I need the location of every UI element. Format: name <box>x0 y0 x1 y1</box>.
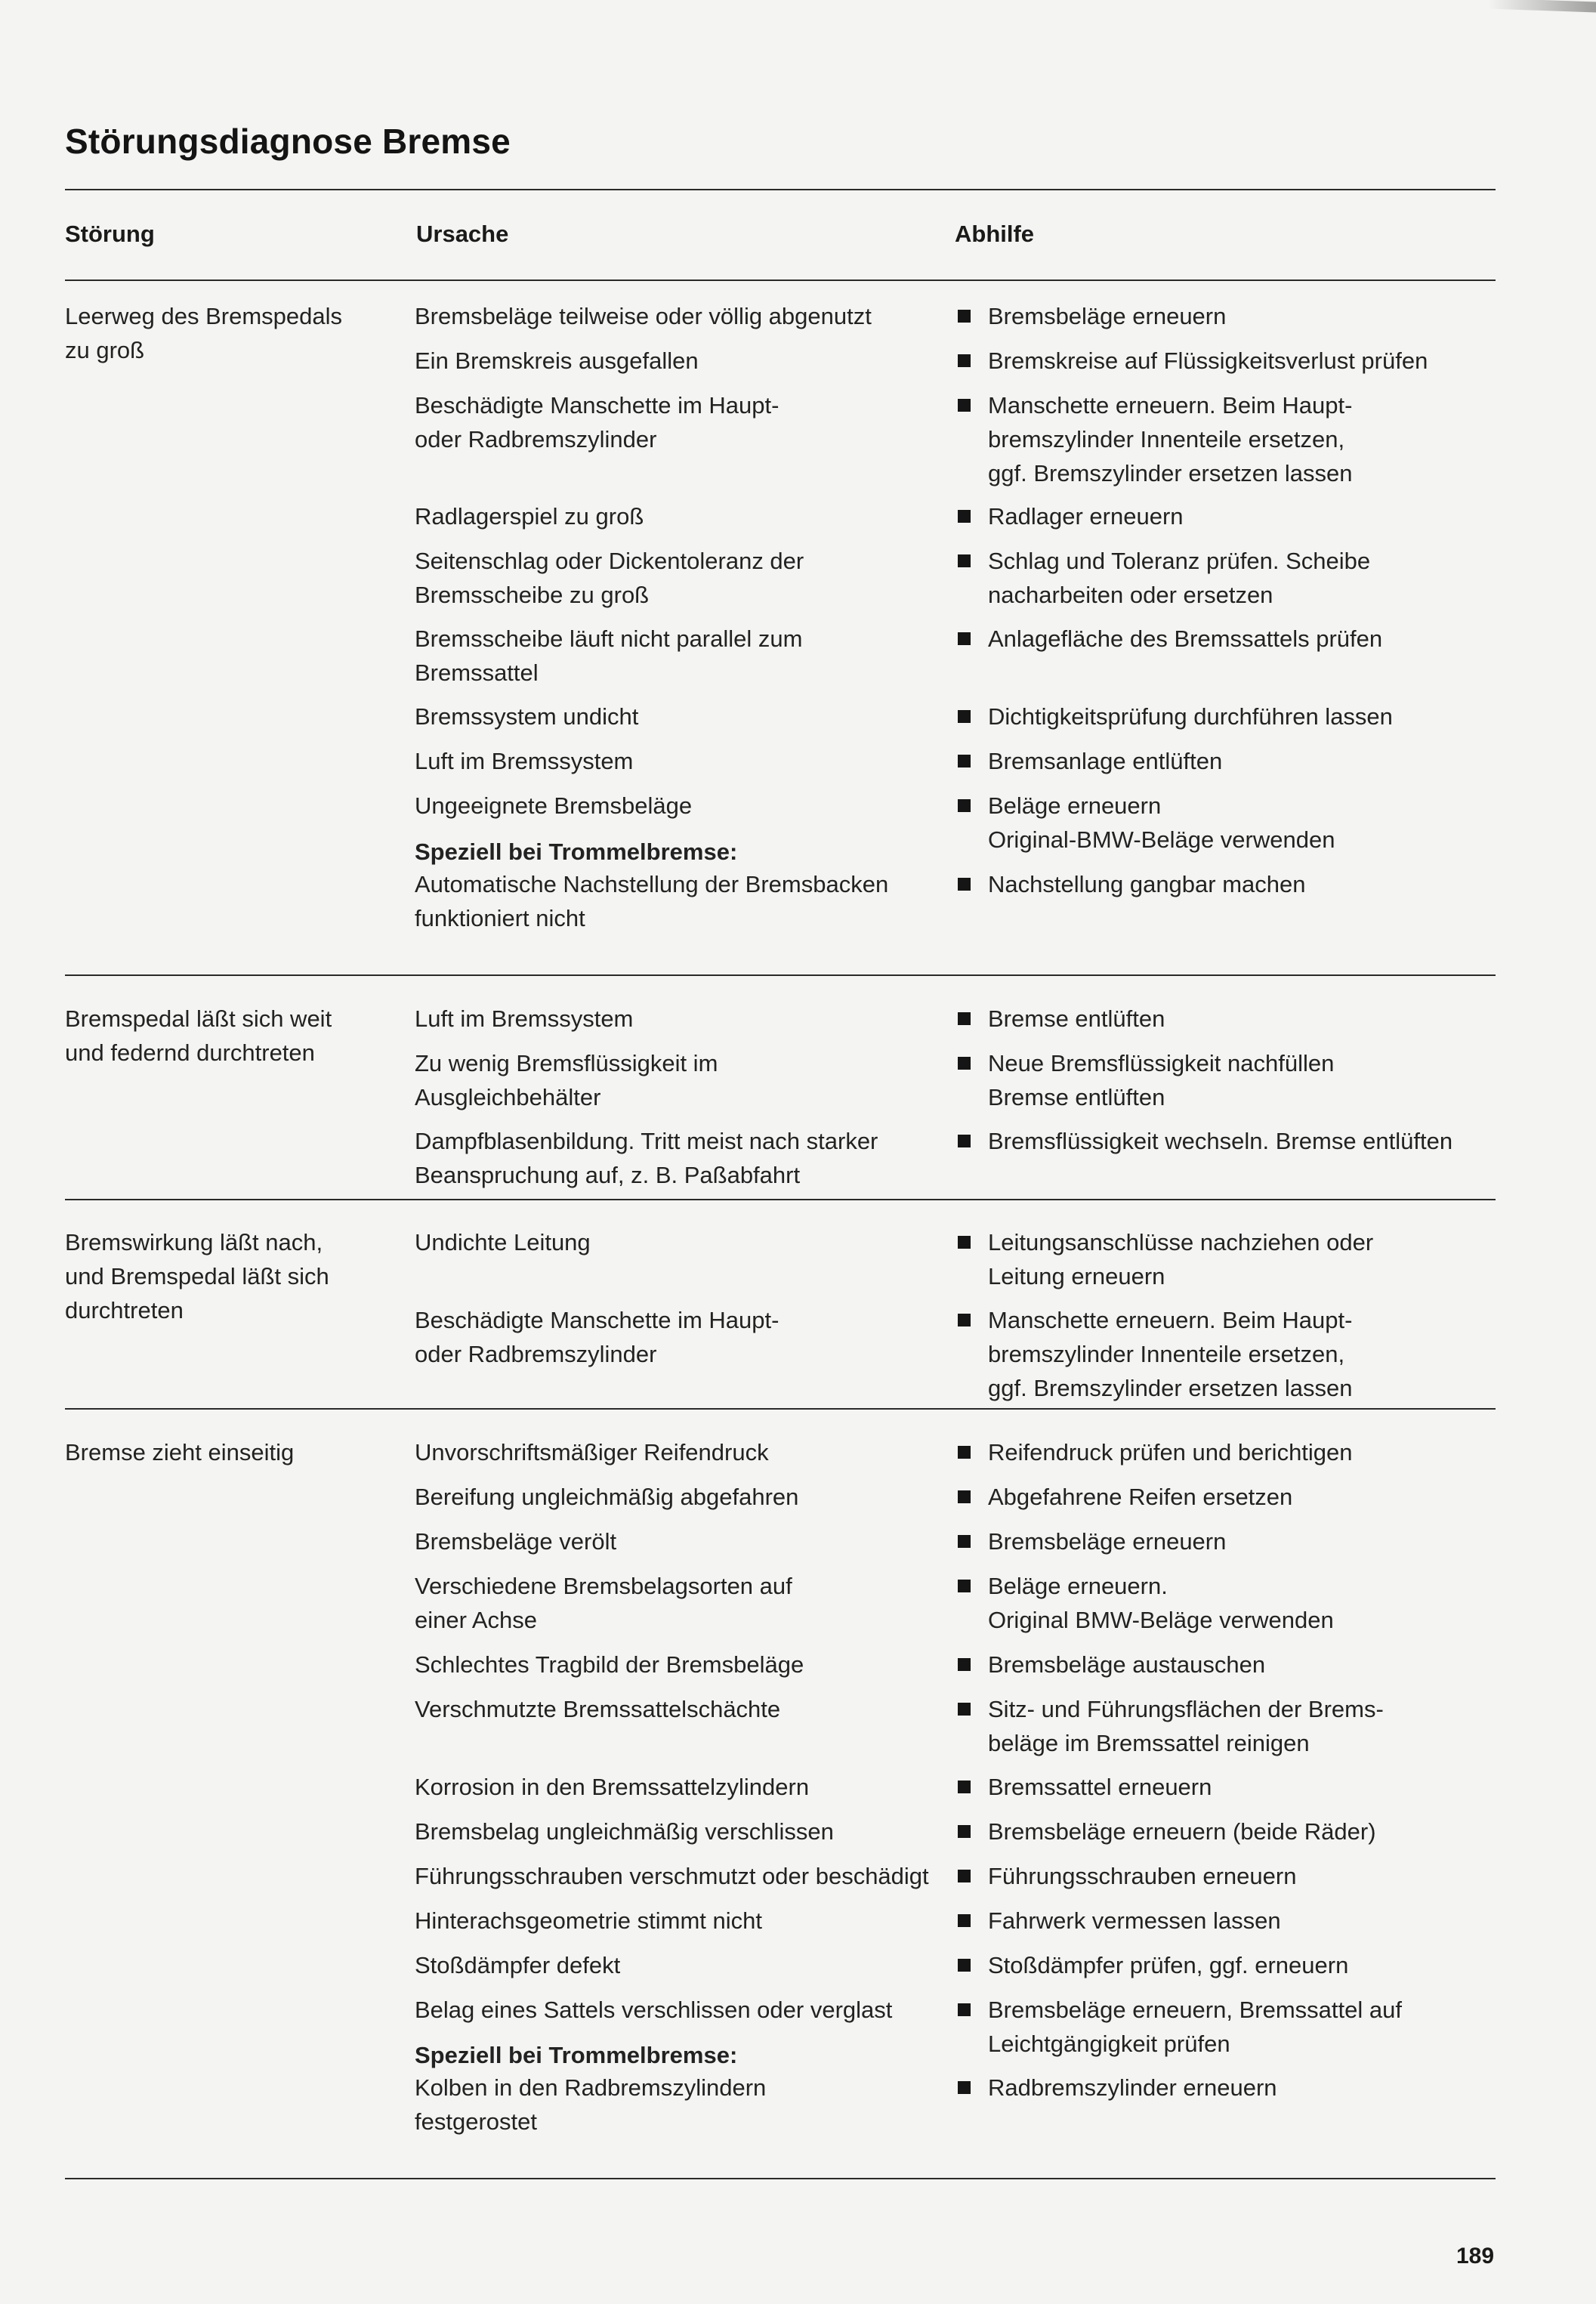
abhilfe-text: Bremskreise auf Flüssigkeitsverlust prüfen <box>988 347 1428 374</box>
bullet-icon <box>958 1314 971 1326</box>
abhilfe-text: Beläge erneuern <box>988 792 1162 819</box>
ursache-text: Radlagerspiel zu groß <box>415 503 644 530</box>
bullet-icon <box>958 1781 971 1793</box>
section-rule <box>65 1199 1496 1200</box>
section-rule <box>65 974 1496 976</box>
abhilfe-text: Nachstellung gangbar machen <box>988 871 1306 897</box>
ursache-text: oder Radbremszylinder <box>415 1341 657 1367</box>
ursache-text: Luft im Bremssystem <box>415 1005 634 1032</box>
header-stoerung: Störung <box>65 221 155 247</box>
abhilfe-text: Fahrwerk vermessen lassen <box>988 1907 1281 1934</box>
ursache-text: Dampfblasenbildung. Tritt meist nach starker <box>415 1128 878 1154</box>
abhilfe-text: beläge im Bremssattel reinigen <box>988 1730 1310 1756</box>
bullet-icon <box>958 632 971 645</box>
abhilfe-text: Anlagefläche des Bremssattels prüfen <box>988 625 1383 652</box>
ursache-text: Verschiedene Bremsbelagsorten auf <box>415 1573 792 1599</box>
abhilfe-text: Abgefahrene Reifen ersetzen <box>988 1484 1293 1510</box>
abhilfe-text: Radlager erneuern <box>988 503 1184 530</box>
ursache-text: Bremsbeläge verölt <box>415 1528 617 1555</box>
stoerung-text: und federnd durchtreten <box>65 1039 315 1066</box>
abhilfe-text: Original-BMW-Beläge verwenden <box>988 826 1335 853</box>
title-rule <box>65 189 1496 190</box>
header-abhilfe: Abhilfe <box>955 221 1035 247</box>
page-number: 189 <box>1456 2244 1495 2268</box>
stoerung-text: Leerweg des Bremspedals <box>65 303 343 329</box>
stoerung-text: Bremspedal läßt sich weit <box>65 1005 332 1032</box>
ursache-text: Bremsscheibe zu groß <box>415 582 650 608</box>
abhilfe-text: Schlag und Toleranz prüfen. Scheibe <box>988 548 1371 574</box>
bullet-icon <box>958 1012 971 1025</box>
bullet-icon <box>958 510 971 523</box>
abhilfe-text: ggf. Bremszylinder ersetzen lassen <box>988 1375 1353 1401</box>
bullet-icon <box>958 799 971 812</box>
ursache-text: Korrosion in den Bremssattelzylindern <box>415 1774 810 1800</box>
special-heading: Speziell bei Trommelbremse: <box>415 839 738 865</box>
bullet-icon <box>958 2081 971 2094</box>
header-rule <box>65 280 1496 281</box>
section-rule <box>65 2178 1496 2179</box>
ursache-text: Seitenschlag oder Dickentoleranz der <box>415 548 804 574</box>
bullet-icon <box>958 310 971 323</box>
bullet-icon <box>958 1825 971 1838</box>
ursache-text: Automatische Nachstellung der Bremsbacken <box>415 871 889 897</box>
bullet-icon <box>958 1959 971 1972</box>
ursache-text: festgerostet <box>415 2108 537 2135</box>
abhilfe-text: Manschette erneuern. Beim Haupt- <box>988 1307 1353 1333</box>
abhilfe-text: bremszylinder Innenteile ersetzen, <box>988 426 1345 452</box>
bullet-icon <box>958 755 971 767</box>
bullet-icon <box>958 1236 971 1249</box>
bullet-icon <box>958 1135 971 1147</box>
bullet-icon <box>958 399 971 412</box>
stoerung-text: zu groß <box>65 337 145 363</box>
stoerung-text: und Bremspedal läßt sich <box>65 1263 329 1289</box>
abhilfe-text: bremszylinder Innenteile ersetzen, <box>988 1341 1345 1367</box>
abhilfe-text: Bremsbeläge erneuern (beide Räder) <box>988 1818 1376 1845</box>
ursache-text: Bremssystem undicht <box>415 703 639 730</box>
ursache-text: Undichte Leitung <box>415 1229 591 1255</box>
ursache-text: oder Radbremszylinder <box>415 426 657 452</box>
abhilfe-text: Leitungsanschlüsse nachziehen oder <box>988 1229 1374 1255</box>
bullet-icon <box>958 1703 971 1716</box>
special-heading: Speziell bei Trommelbremse: <box>415 2042 738 2068</box>
stoerung-text: Bremse zieht einseitig <box>65 1439 295 1465</box>
abhilfe-text: Manschette erneuern. Beim Haupt- <box>988 392 1353 418</box>
abhilfe-text: Bremsbeläge erneuern <box>988 1528 1227 1555</box>
ursache-text: Beschädigte Manschette im Haupt- <box>415 1307 779 1333</box>
ursache-text: Bremssattel <box>415 659 539 686</box>
bullet-icon <box>958 1580 971 1592</box>
ursache-text: Luft im Bremssystem <box>415 748 634 774</box>
abhilfe-text: Reifendruck prüfen und berichtigen <box>988 1439 1353 1465</box>
bullet-icon <box>958 1490 971 1503</box>
ursache-text: Zu wenig Bremsflüssigkeit im <box>415 1050 718 1076</box>
abhilfe-text: Bremsbeläge austauschen <box>988 1651 1266 1678</box>
abhilfe-text: ggf. Bremszylinder ersetzen lassen <box>988 460 1353 486</box>
ursache-text: Schlechtes Tragbild der Bremsbeläge <box>415 1651 804 1678</box>
ursache-text: Beschädigte Manschette im Haupt- <box>415 392 779 418</box>
abhilfe-text: Bremse entlüften <box>988 1084 1165 1110</box>
section-rule <box>65 1408 1496 1410</box>
ursache-text: Bereifung ungleichmäßig abgefahren <box>415 1484 799 1510</box>
bullet-icon <box>958 710 971 723</box>
bullet-icon <box>958 1446 971 1459</box>
bullet-icon <box>958 1914 971 1927</box>
abhilfe-text: Bremssattel erneuern <box>988 1774 1212 1800</box>
ursache-text: Belag eines Sattels verschlissen oder verglast <box>415 1997 893 2023</box>
abhilfe-text: Bremse entlüften <box>988 1005 1165 1032</box>
abhilfe-text: Leitung erneuern <box>988 1263 1165 1289</box>
bullet-icon <box>958 1870 971 1882</box>
ursache-text: Ungeeignete Bremsbeläge <box>415 792 693 819</box>
ursache-text: einer Achse <box>415 1607 537 1633</box>
abhilfe-text: Sitz- und Führungsflächen der Brems- <box>988 1696 1384 1722</box>
ursache-text: Ein Bremskreis ausgefallen <box>415 347 699 374</box>
abhilfe-text: Stoßdämpfer prüfen, ggf. erneuern <box>988 1952 1349 1978</box>
abhilfe-text: Bremsbeläge erneuern <box>988 303 1227 329</box>
ursache-text: Verschmutzte Bremssattelschächte <box>415 1696 781 1722</box>
ursache-text: Bremsscheibe läuft nicht parallel zum <box>415 625 803 652</box>
stoerung-text: Bremswirkung läßt nach, <box>65 1229 323 1255</box>
abhilfe-text: Beläge erneuern. <box>988 1573 1168 1599</box>
ursache-text: Hinterachsgeometrie stimmt nicht <box>415 1907 762 1934</box>
bullet-icon <box>958 1658 971 1671</box>
abhilfe-text: Neue Bremsflüssigkeit nachfüllen <box>988 1050 1335 1076</box>
bullet-icon <box>958 878 971 891</box>
header-ursache: Ursache <box>416 221 509 247</box>
abhilfe-text: Bremsbeläge erneuern, Bremssattel auf <box>988 1997 1402 2023</box>
bullet-icon <box>958 554 971 567</box>
ursache-text: Stoßdämpfer defekt <box>415 1952 621 1978</box>
abhilfe-text: nacharbeiten oder ersetzen <box>988 582 1273 608</box>
page-corner-fold <box>1488 0 1596 12</box>
abhilfe-text: Leichtgängigkeit prüfen <box>988 2031 1230 2057</box>
page-title: Störungsdiagnose Bremse <box>65 122 511 161</box>
abhilfe-text: Bremsflüssigkeit wechseln. Bremse entlüften <box>988 1128 1453 1154</box>
abhilfe-text: Bremsanlage entlüften <box>988 748 1223 774</box>
ursache-text: Unvorschriftsmäßiger Reifendruck <box>415 1439 769 1465</box>
abhilfe-text: Radbremszylinder erneuern <box>988 2074 1277 2101</box>
ursache-text: funktioniert nicht <box>415 905 585 931</box>
ursache-text: Führungsschrauben verschmutzt oder beschädigt <box>415 1863 929 1889</box>
ursache-text: Bremsbeläge teilweise oder völlig abgenutzt <box>415 303 872 329</box>
bullet-icon <box>958 1535 971 1548</box>
bullet-icon <box>958 1057 971 1070</box>
abhilfe-text: Original BMW-Beläge verwenden <box>988 1607 1334 1633</box>
ursache-text: Beanspruchung auf, z. B. Paßabfahrt <box>415 1162 801 1188</box>
bullet-icon <box>958 354 971 367</box>
bullet-icon <box>958 2003 971 2016</box>
ursache-text: Bremsbelag ungleichmäßig verschlissen <box>415 1818 834 1845</box>
abhilfe-text: Führungsschrauben erneuern <box>988 1863 1297 1889</box>
abhilfe-text: Dichtigkeitsprüfung durchführen lassen <box>988 703 1393 730</box>
stoerung-text: durchtreten <box>65 1297 184 1323</box>
ursache-text: Ausgleichbehälter <box>415 1084 601 1110</box>
ursache-text: Kolben in den Radbremszylindern <box>415 2074 767 2101</box>
